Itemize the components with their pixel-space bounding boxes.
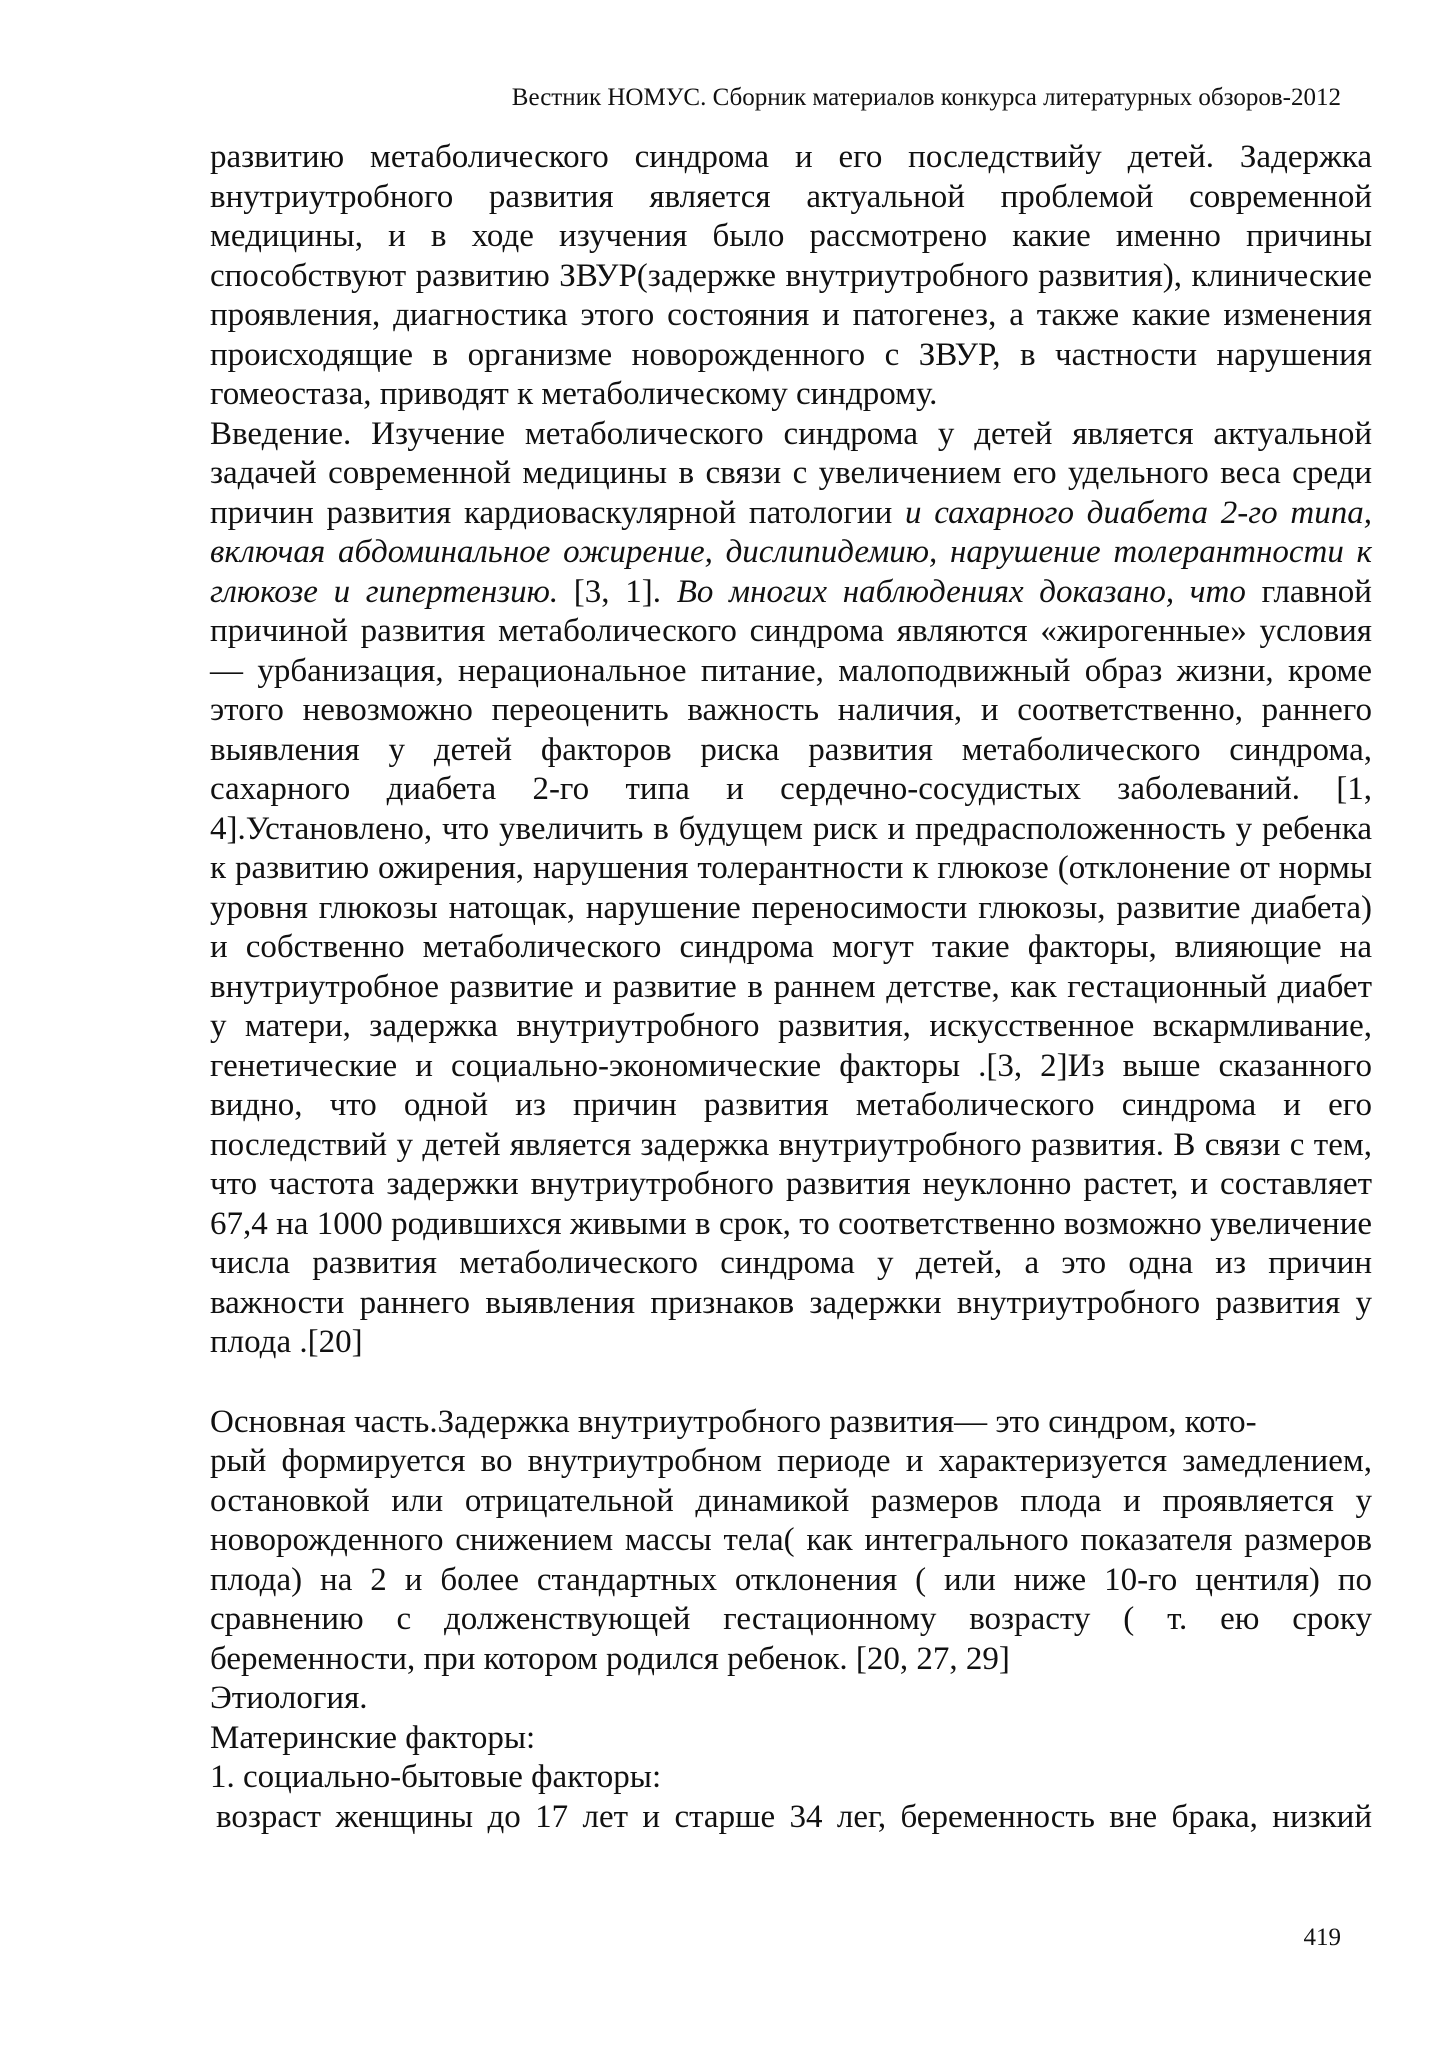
etiology-heading: Этиология. (210, 1680, 368, 1716)
intro-italic-b: и сахарного диабета 2-го типа, включая абдоминальное ожирение, дислипидемию, нарушение толерантности к глюкозе и гипертензию. (210, 494, 1372, 610)
intro-text-e: главной причиной развития метаболического синдрома являются «жирогенные» условия — урбанизация, нерациональное питание, малоподвижный образ жизни, кроме этого невозможно переоценить важность наличия, и соответственно, раннего выявления у детей факторов риска развития метаболического синдрома, сахарного диабета 2-го типа и сердечно-сосудистых заболеваний. [1, 4].Установлено, что увеличить в будущем риск и предрасположенность у ребенка к развитию ожирения, нарушения толерантности к глюкозе (отклонение от нормы уровня глюкозы натощак, нарушение переносимости глюкозы, развитие диабета) и собственно метаболического синдрома могут такие факторы, влияющие на внутриутробное развитие и развитие в раннем детстве, как гестационный диабет у матери, задержка внутриутробного развития, искусственное вскармливание, генетические и социально-экономические факторы .[3, 2]Из выше сказанного видно, что одной из причин развития метаболического синдрома и его последствий у детей является задержка внутриутробного развития. В связи с тем, что частота задержки внутриутробного развития неуклонно растет, и составляет 67,4 на 1000 родившихся живыми в срок, то соответственно возможно увеличение числа развития метаболического синдрома у детей, а это одна из причин важности раннего выявления признаков задержки внутриутробного развития у плода .[20] (210, 573, 1372, 1360)
intro-text-a: Введение. Изучение метаболического синдрома у детей является актуальной задачей современной медицины в связи с увеличением его удельного веса среди причин развития кардиоваскулярной патологии (210, 415, 1372, 531)
intro-citation: [3, 1]. (558, 573, 677, 610)
paragraph-summary-continuation: развитию метаболического синдрома и его последствийу детей. Задержка внутриутробного развития является актуальной проблемой современной медицины, и в ходе изучения было рассмотрено какие именно причины способствуют развитию ЗВУР(задержке внутриутробного развития), клинические проявления, диагностика этого состояния и патогенез, а также какие изменения происходящие в организме новорожденного с ЗВУР, в частности нарушения гомеостаза, приводят к метаболическому синдрому. (210, 139, 1372, 412)
list-item-social-factors-text: возраст женщины до 17 лет и старше 34 лег, беременность вне брака, низкий (216, 1798, 1372, 1835)
paragraph-gap (210, 1363, 1372, 1403)
main-part-paragraph: рый формируется во внутриутробном периоде и характеризуется замедлением, остановкой или отрицательной динамикой размеров плода и проявляется у новорожденного снижением массы тела( как интегрального показателя размеров плода) на 2 и более стандартных отклонения ( или ниже 10-го центиля) по сравнению с долженствующей гестационному возрасту ( т. ею сроку беременности, при котором родился ребенок. [20, 27, 29] (210, 1443, 1372, 1677)
list-item-social-factors: 1. социально-бытовые факторы: (210, 1759, 662, 1795)
paragraph-introduction (210, 415, 1372, 1363)
running-header: Вестник НОМУС. Сборник материалов конкурса литературных обзоров-2012 (511, 84, 1341, 111)
main-part-first-line: Основная часть.Задержка внутриутробного развития— это синдром, кото- (210, 1403, 1257, 1440)
article-body (210, 138, 1372, 1837)
page-number: 419 (1303, 1924, 1341, 1951)
intro-italic-d: Во многих наблюдениях доказано, что (676, 573, 1246, 610)
maternal-factors-heading: Материнские факторы: (210, 1719, 536, 1756)
